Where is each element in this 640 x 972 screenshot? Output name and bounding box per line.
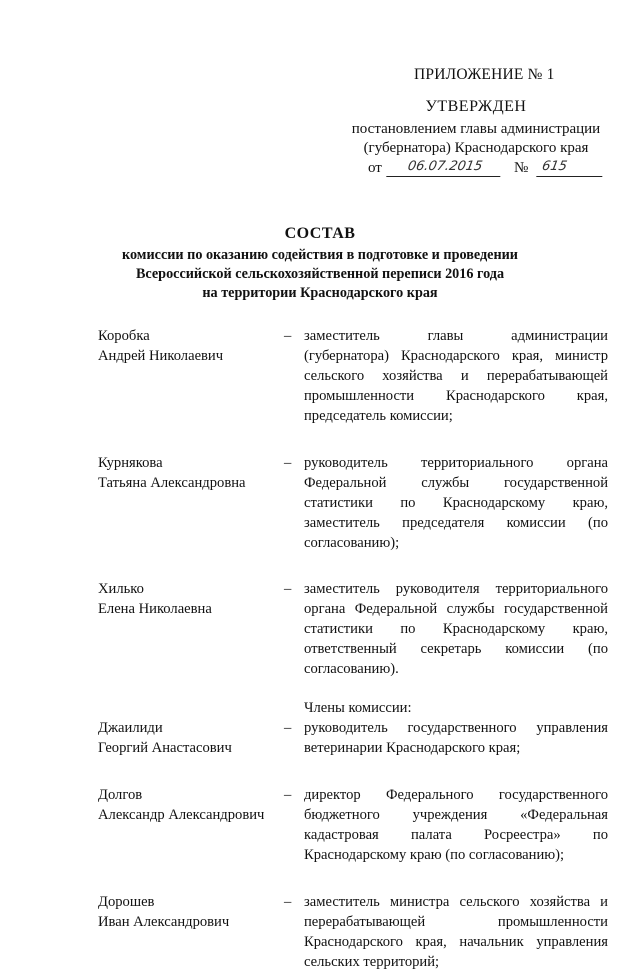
- member-entry: [98, 892, 608, 972]
- approval-title: УТВЕРЖДЕН: [425, 98, 527, 115]
- member-name: [98, 785, 280, 865]
- member-description: руководитель государственного управления ветеринарии Краснодарского края;: [304, 720, 608, 756]
- heading-title: СОСТАВ: [284, 225, 356, 242]
- member-description: заместитель министра сельского хозяйства и перерабатывающей промышленности Краснодарского края, начальник управления сельских территорий;: [304, 894, 608, 970]
- member-dash: –: [284, 720, 292, 736]
- number-sign-label: №: [514, 160, 529, 176]
- member-description: директор Федерального государственного бюджетного учреждения «Федеральная кадастровая палата Росреестра» по Краснодарскому краю (по согласованию);: [304, 787, 608, 863]
- member-surname: Курнякова: [98, 455, 163, 471]
- approval-line-1: постановлением главы администрации: [351, 121, 601, 137]
- member-dash: –: [284, 455, 292, 471]
- approval-date-line: [330, 159, 622, 181]
- date-from-label: от: [368, 160, 382, 176]
- member-given-names: Иван Александрович: [98, 914, 230, 930]
- member-entry: [98, 453, 608, 553]
- member-given-names: Андрей Николаевич: [98, 348, 224, 364]
- member-surname: Долгов: [98, 787, 143, 803]
- members-subheading: Члены комиссии:: [304, 700, 412, 716]
- heading-line-1: комиссии по оказанию содействия в подготовке и проведении: [122, 247, 518, 263]
- member-name: [98, 579, 280, 679]
- member-dash: –: [284, 581, 292, 597]
- member-entry: [98, 718, 608, 758]
- member-entry: [98, 785, 608, 865]
- member-name: [98, 718, 280, 758]
- member-dash: –: [284, 787, 292, 803]
- member-given-names: Георгий Анастасович: [98, 740, 232, 756]
- approval-line-2: (губернатора) Краснодарского края: [363, 140, 589, 156]
- handwritten-number: 615: [536, 157, 606, 177]
- approval-block: [330, 97, 622, 181]
- member-name: [98, 453, 280, 553]
- member-dash: –: [284, 328, 292, 344]
- member-description: руководитель территориального органа Федеральной службы государственной статистики по Краснодарскому краю, заместитель председателя комиссии (по согласованию);: [304, 455, 608, 551]
- member-name: [98, 326, 280, 426]
- member-given-names: Татьяна Александровна: [98, 475, 246, 491]
- heading-line-2: Всероссийской сельскохозяйственной переписи 2016 года: [135, 266, 505, 282]
- member-description: заместитель главы администрации (губернатора) Краснодарского края, министр сельского хозяйства и перерабатывающей промышленности Краснодарского края, председатель комиссии;: [304, 328, 608, 424]
- member-name: [98, 892, 280, 972]
- member-dash: –: [284, 894, 292, 910]
- annex-label: ПРИЛОЖЕНИЕ № 1: [414, 66, 555, 83]
- member-surname: Джаилиди: [98, 720, 163, 736]
- member-description: заместитель руководителя территориального органа Федеральной службы государственной статистики по Краснодарскому краю, ответственный секретарь комиссии (по согласованию).: [304, 581, 608, 677]
- member-given-names: Елена Николаевна: [98, 601, 212, 617]
- member-entry: [98, 579, 608, 679]
- member-surname: Дорошев: [98, 894, 155, 910]
- members-list: [98, 326, 608, 972]
- heading-line-3: на территории Краснодарского края: [202, 285, 438, 301]
- document-heading: [80, 225, 560, 303]
- member-surname: Коробка: [98, 328, 150, 344]
- member-given-names: Александр Александрович: [98, 807, 265, 823]
- member-entry: [98, 326, 608, 426]
- member-surname: Хилько: [98, 581, 144, 597]
- handwritten-date: 06.07.2015: [386, 157, 504, 177]
